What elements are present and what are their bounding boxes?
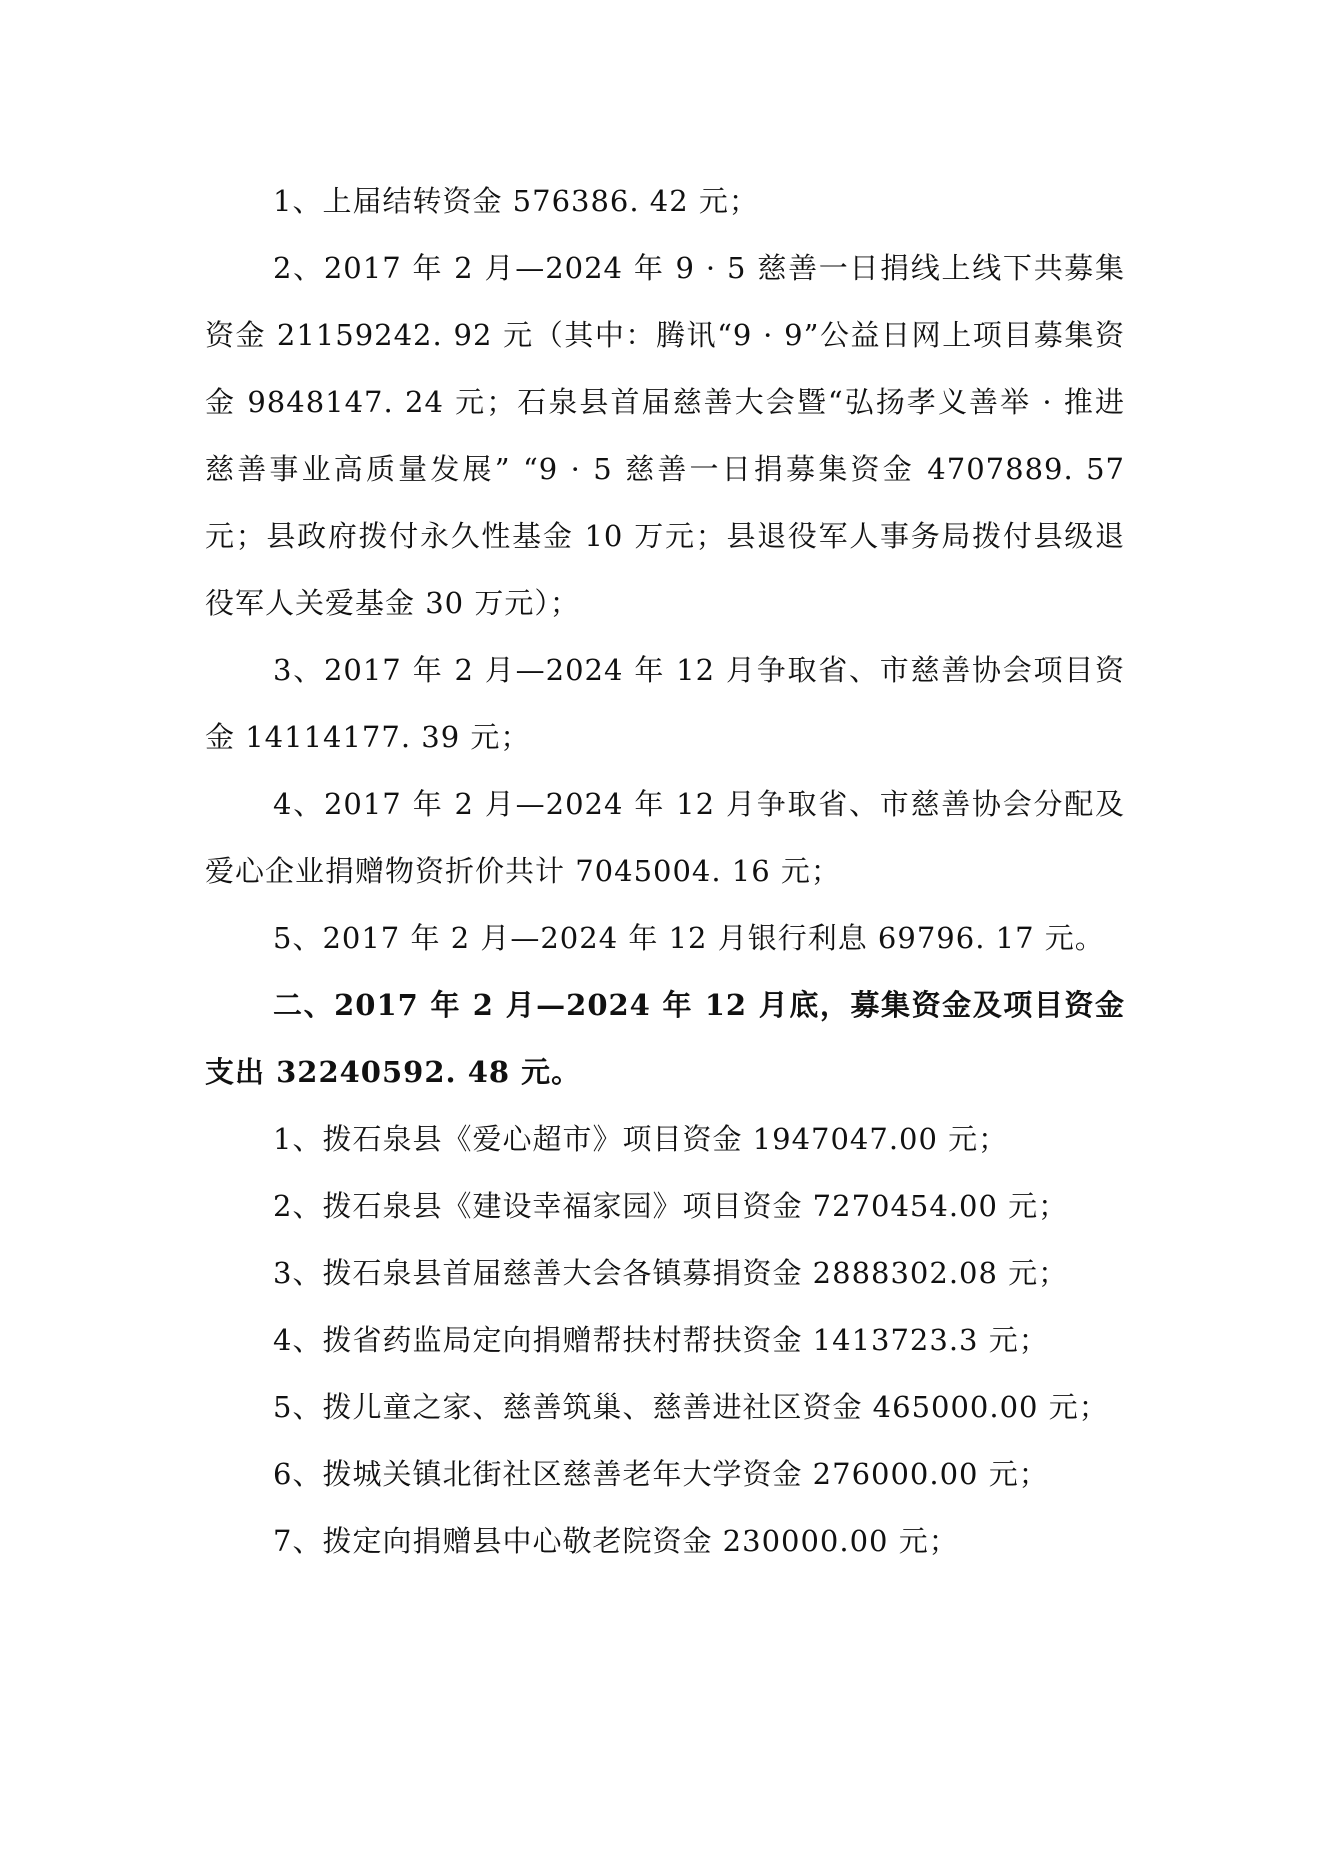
expense-item-7: 7、拨定向捐赠县中心敬老院资金 230000.00 元； xyxy=(273,1524,959,1558)
income-item-1: 1、上届结转资金 576386. 42 元； xyxy=(273,184,759,218)
expense-item-4: 4、拨省药监局定向捐赠帮扶村帮扶资金 1413723.3 元； xyxy=(273,1323,1049,1357)
section-two-heading: 二、2017 年 2 月—2024 年 12 月底，募集资金及项目资金支出 32240592. 48 元。 xyxy=(205,988,1125,1089)
income-item-3: 3、2017 年 2 月—2024 年 12 月争取省、市慈善协会项目资金 14114177. 39 元； xyxy=(205,653,1125,754)
income-item-4: 4、2017 年 2 月—2024 年 12 月争取省、市慈善协会分配及爱心企业捐赠物资折价共计 7045004. 16 元； xyxy=(205,787,1125,888)
expense-item-1: 1、拨石泉县《爱心超市》项目资金 1947047.00 元； xyxy=(273,1122,1009,1156)
expense-item-2: 2、拨石泉县《建设幸福家园》项目资金 7270454.00 元； xyxy=(273,1189,1069,1223)
document-body xyxy=(205,168,1125,1575)
income-item-5: 5、2017 年 2 月—2024 年 12 月银行利息 69796. 17 元。 xyxy=(273,921,1105,955)
income-item-2: 2、2017 年 2 月—2024 年 9 · 5 慈善一日捐线上线下共募集资金 21159242. 92 元（其中：腾讯“9 · 9”公益日网上项目募集资金 9848147. 24 元；石泉县首届慈善大会暨“弘扬孝义善举 · 推进慈善事业高质量发展” “9 · 5 慈善一日捐募集资金 4707889. 57 元；县政府拨付永久性基金 10 万元；县退役军人事务局拨付县级退役军人关爱基金 30 万元）； xyxy=(205,251,1125,620)
expense-item-5: 5、拨儿童之家、慈善筑巢、慈善进社区资金 465000.00 元； xyxy=(273,1390,1109,1424)
expense-item-3: 3、拨石泉县首届慈善大会各镇募捐资金 2888302.08 元； xyxy=(273,1256,1069,1290)
expense-item-6: 6、拨城关镇北街社区慈善老年大学资金 276000.00 元； xyxy=(273,1457,1049,1491)
